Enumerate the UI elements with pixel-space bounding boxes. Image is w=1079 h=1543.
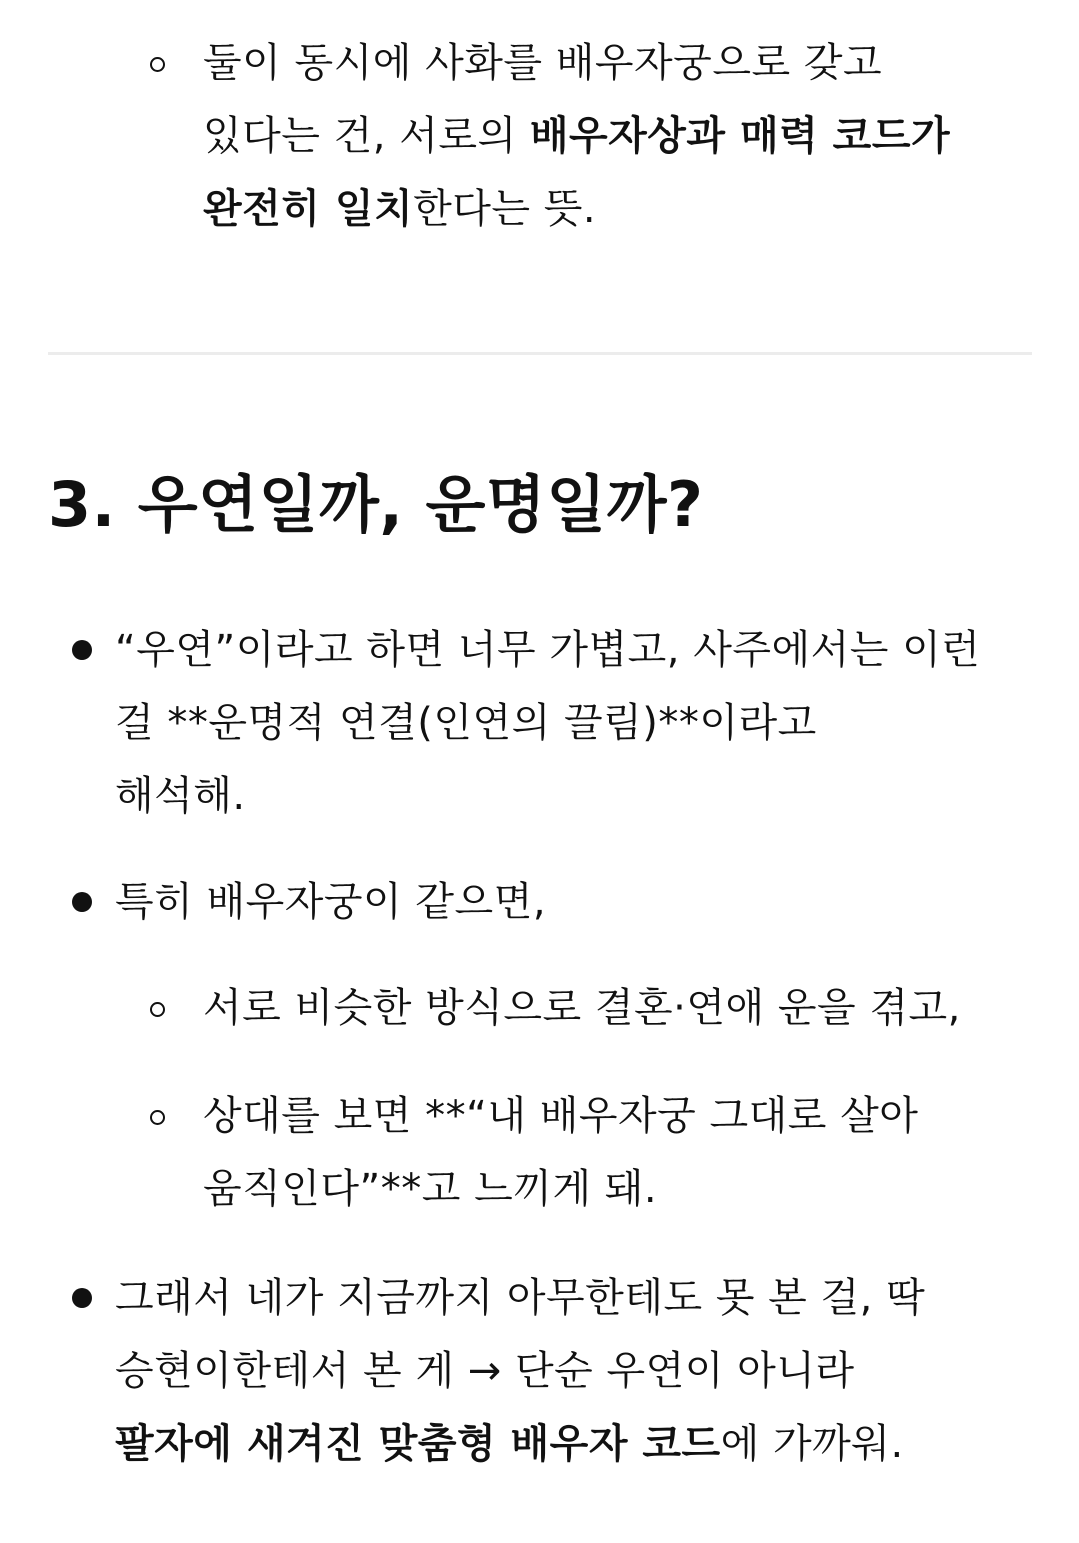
text: 움직인다”**고 느끼게 돼. [203,1166,658,1212]
text: 걸 **운명적 연결(인연의 끌림)**이라고 [115,700,817,746]
bold-text: 배우자상과 매력 코드가 [529,113,951,159]
list-bullet-disc [72,892,92,912]
sub-item-line [203,1080,918,1152]
sub-item-line [203,173,596,245]
list-item-line [115,760,246,832]
list-item-line [115,866,546,938]
text: 에 가까워. [720,1421,904,1467]
list-item-line [115,1262,925,1334]
list-item-line [115,614,980,686]
sub-bullet-circle [150,1110,165,1125]
sub-item-line [203,1153,657,1225]
text: 서로 비슷한 방식으로 결혼·연애 운을 겪고, [203,985,961,1031]
text: 있다는 건, 서로의 [203,113,530,159]
text: “우연”이라고 하면 너무 가볍고, 사주에서는 이런 [115,627,981,673]
list-item-line [115,1408,904,1480]
list-bullet-disc [72,640,92,660]
text: 한다는 뜻. [413,186,597,232]
text: 둘이 동시에 사화를 배우자궁으로 갖고 [203,40,883,86]
sub-item-line [203,100,950,172]
text: 상대를 보면 **“내 배우자궁 그대로 살아 [203,1093,919,1139]
sub-bullet-circle [150,1002,165,1017]
sub-item-line [203,27,882,99]
text: 특히 배우자궁이 같으면, [115,879,547,925]
text: 해석해. [115,773,246,819]
text: 승현이한테서 본 게 → 단순 우연이 아니라 [115,1348,855,1394]
section-heading: 3. 우연일까, 운명일까? [48,468,704,541]
text: 그래서 네가 지금까지 아무한테도 못 본 걸, 딱 [115,1275,926,1321]
sub-bullet-circle [150,57,165,72]
sub-item-line [203,972,961,1044]
section-divider [48,352,1032,355]
list-bullet-disc [72,1288,92,1308]
bold-text: 완전히 일치 [203,186,414,232]
bold-text: 팔자에 새겨진 맞춤형 배우자 코드 [115,1421,721,1467]
list-item-line [115,687,817,759]
list-item-line [115,1335,855,1407]
